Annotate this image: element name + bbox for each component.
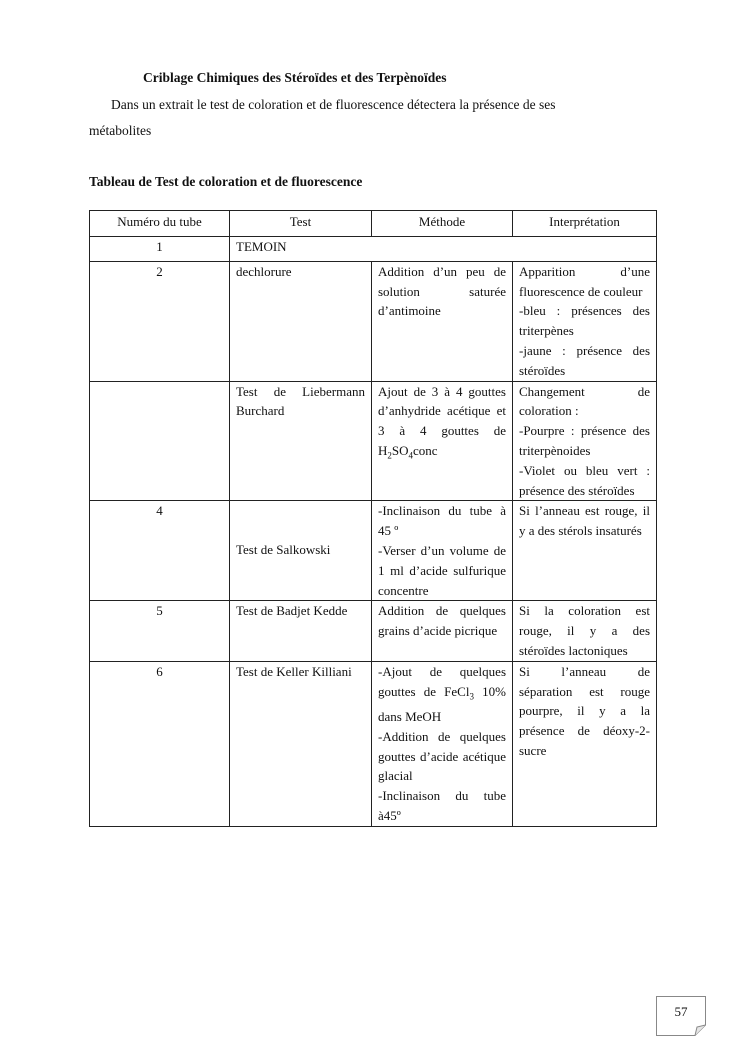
subscript: 2 [387, 450, 392, 461]
table-title: Tableau de Test de coloration et de fluorescence [89, 174, 363, 189]
cell-num [90, 381, 230, 501]
table-row [90, 381, 657, 501]
cell-num: 4 [90, 501, 230, 601]
cell-test: dechlorure [230, 261, 372, 381]
interp-line: -jaune : présence des stéroïdes [519, 342, 650, 378]
cell-interp: Si l’anneau est rouge, il y a des stérols insaturés [513, 501, 657, 601]
section-heading: Criblage Chimiques des Stéroïdes et des Terpènoïdes [143, 70, 447, 85]
header-num: Numéro du tube [90, 211, 230, 237]
cell-methode [372, 381, 513, 501]
cell-methode: Addition d’un peu de solution saturée d’antimoine [372, 261, 513, 381]
cell-num: 6 [90, 661, 230, 826]
cell-interp [513, 261, 657, 381]
interp-line: Changement de coloration : [519, 383, 650, 419]
table-row [90, 236, 657, 261]
table-row [90, 661, 657, 826]
interp-line: -Pourpre : présence des triterpènoides [519, 423, 650, 458]
subscript: 3 [469, 691, 474, 702]
intro-line-2: métabolites [89, 123, 152, 138]
cell-test: Test de Salkowski [230, 501, 372, 601]
cell-methode [372, 501, 513, 601]
cell-num: 2 [90, 261, 230, 381]
cell-num: 5 [90, 601, 230, 661]
page-number-box [656, 996, 706, 1036]
methode-text: conc [413, 442, 438, 458]
cell-test: Test de Liebermann Burchard [230, 381, 372, 501]
cell-test: TEMOIN [230, 236, 657, 261]
header-test: Test [230, 211, 372, 237]
methode-text: Ajout de 3 à 4 gouttes d’anhydride acétique et 3 à 4 gouttes de H [378, 383, 506, 458]
methode-text: -Ajout de quelques gouttes de FeCl [378, 663, 506, 699]
tests-table [89, 210, 657, 827]
interp-line: Apparition d’une fluorescence de couleur [519, 263, 650, 299]
table-header-row [90, 211, 657, 237]
table-row [90, 261, 657, 381]
methode-line: -Inclinaison du tube à45º [378, 788, 506, 823]
methode-line: -Addition de quelques gouttes d’acide acétique glacial [378, 728, 506, 784]
cell-methode [372, 661, 513, 826]
cell-methode: Addition de quelques grains d’acide picrique [372, 601, 513, 661]
intro-line-1: Dans un extrait le test de coloration et de fluorescence détectera la présence de ses [111, 97, 556, 112]
methode-line: -Inclinaison du tube à 45 º [378, 503, 506, 539]
methode-text: SO [391, 442, 409, 458]
cell-interp [513, 381, 657, 501]
interp-line: -Violet ou bleu vert : présence des stéroïdes [519, 462, 650, 498]
page-number: 57 [674, 1004, 688, 1019]
cell-test: Test de Badjet Kedde [230, 601, 372, 661]
table-row [90, 601, 657, 661]
header-interp: Interprétation [513, 211, 657, 237]
cell-test: Test de Keller Killiani [230, 661, 372, 826]
intro-paragraph [89, 92, 659, 144]
cell-interp: Si la coloration est rouge, il y a des stéroïdes lactoniques [513, 601, 657, 661]
header-methode: Méthode [372, 211, 513, 237]
interp-line: -bleu : présences des triterpènes [519, 303, 650, 339]
table-row [90, 501, 657, 601]
methode-line [378, 662, 506, 727]
methode-text: 10% dans MeOH [378, 683, 506, 724]
cell-interp: Si l’anneau de séparation est rouge pourpre, il y a la présence de déoxy-2-sucre [513, 661, 657, 826]
cell-num: 1 [90, 236, 230, 261]
methode-line: -Verser d’un volume de 1 ml d’acide sulfurique concentre [378, 542, 506, 598]
subscript: 4 [408, 450, 414, 461]
